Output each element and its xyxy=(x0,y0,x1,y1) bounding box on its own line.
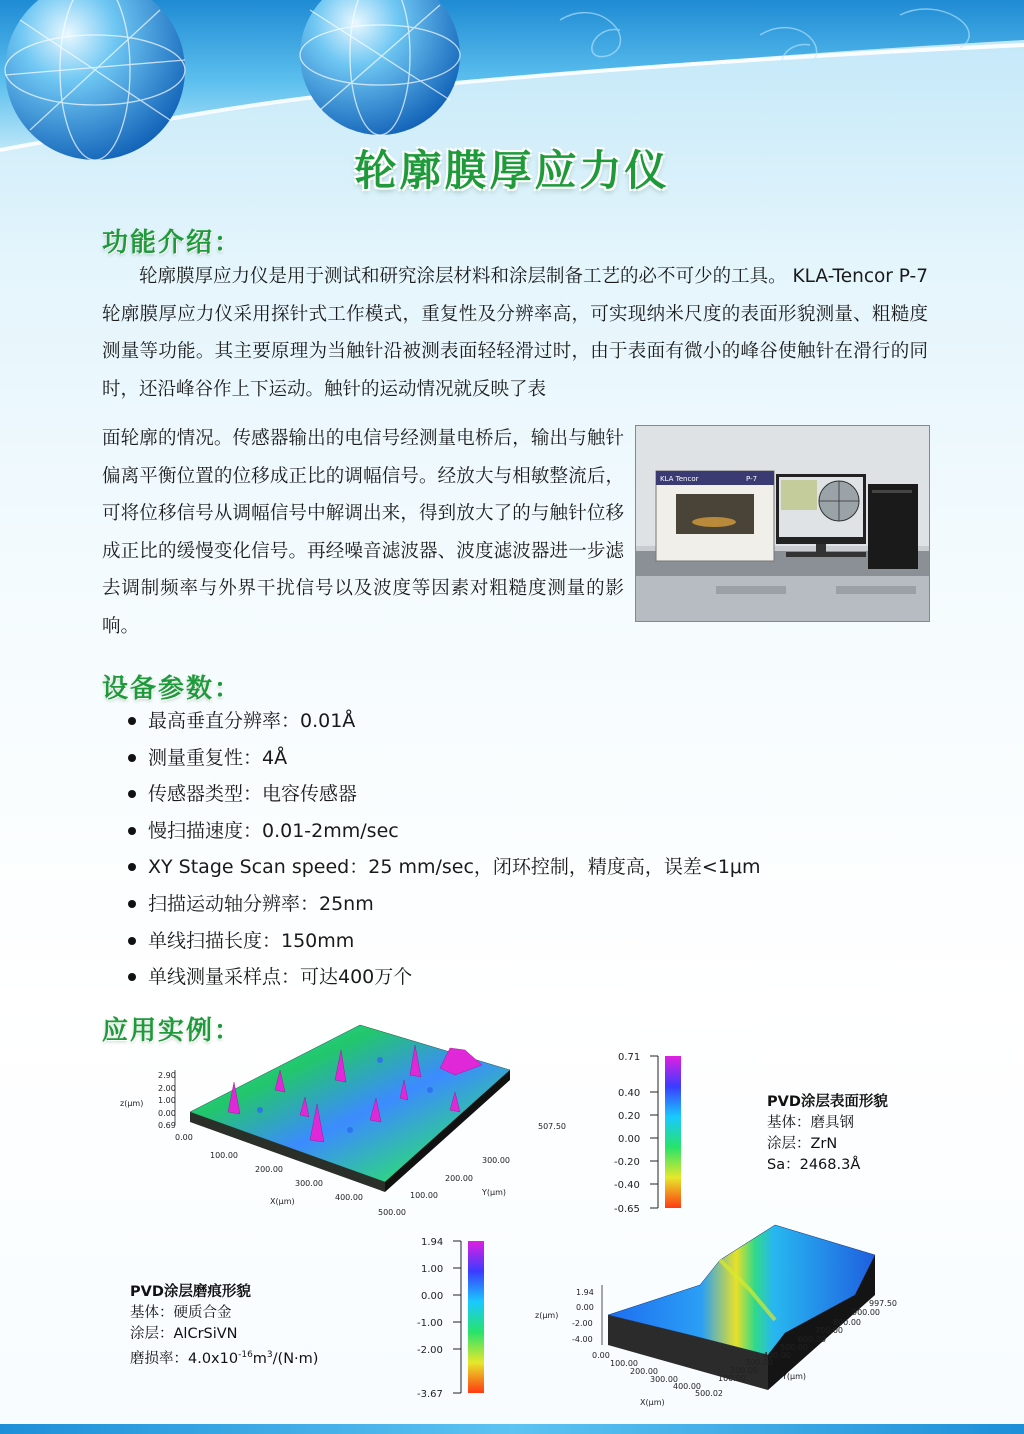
x-tick: 200.00 xyxy=(255,1165,283,1174)
section-heading-examples: 应用实例： xyxy=(102,1016,243,1046)
x-tick: 300.00 xyxy=(650,1375,678,1384)
colorbar-2 xyxy=(415,1233,495,1403)
caption-line: 涂层：ZrN xyxy=(767,1136,838,1152)
spec-item: 单线扫描长度：150mm xyxy=(125,923,761,960)
y-tick: 600.00 xyxy=(798,1335,826,1344)
y-tick: 997.50 xyxy=(869,1299,897,1308)
x-tick: 500.00 xyxy=(378,1208,406,1217)
header-banner xyxy=(0,0,1024,160)
colorbar-tick: 0.71 xyxy=(618,1052,641,1063)
wear-rate-unit-exponent: 3 xyxy=(266,1350,273,1360)
x-tick: 100.00 xyxy=(210,1151,238,1160)
z-tick: 2.00 xyxy=(158,1084,176,1093)
z-tick: 2.90 xyxy=(158,1071,176,1080)
y-axis-label: Y(μm) xyxy=(782,1372,807,1381)
caption-title: PVD涂层表面形貌 xyxy=(767,1094,888,1110)
x-tick: 400.00 xyxy=(673,1382,701,1391)
colorbar-tick: 0.00 xyxy=(618,1134,641,1145)
colorbar-tick: -2.00 xyxy=(417,1345,443,1356)
y-tick: 800.00 xyxy=(833,1318,861,1327)
y-tick: 900.00 xyxy=(852,1308,880,1317)
spec-item: 测量重复性：4Å xyxy=(125,740,761,777)
x-tick: 400.00 xyxy=(335,1193,363,1202)
colorbar-tick: -0.20 xyxy=(614,1157,640,1168)
model-label: P-7 xyxy=(746,475,758,483)
colorbar-tick: 1.00 xyxy=(421,1264,444,1275)
x-tick: 100.00 xyxy=(610,1359,638,1368)
section-heading-specs: 设备参数： xyxy=(102,674,243,704)
intro-paragraph-continued: 面轮廓的情况。传感器输出的电信号经测量电桥后，输出与触针偏离平衡位置的位移成正比的调幅信号。经放大与相敏整流后，可将位移信号从调幅信号中解调出来，得到放大了的与触针位移成正比的缓慢变化信号。再经噪音滤波器、波度滤波器进一步滤去调制频率与外界干扰信号以及波度等因素对粗糙度测量的影响。 xyxy=(102,428,624,637)
z-tick: 0.00 xyxy=(158,1109,176,1118)
x-tick: 500.02 xyxy=(695,1389,723,1398)
caption-line: 基体：硬质合金 xyxy=(130,1305,232,1321)
colorbar-tick: -1.00 xyxy=(417,1318,443,1329)
colorbar-tick: 1.94 xyxy=(421,1237,444,1248)
intro-paragraph: 轮廓膜厚应力仪是用于测试和研究涂层材料和涂层制备工艺的必不可少的工具。 KLA-Tencor P-7轮廓膜厚应力仪采用探针式工作模式，重复性及分辨率高，可实现纳米尺度的表面形貌测量、粗糙度测量等功能。其主要原理为当触针沿被测表面轻轻滑过时，由于表面有微小的峰谷使触针在滑行的同时，还沿峰谷作上下运动。触针的运动情况就反映了表 xyxy=(102,266,928,400)
colorbar-1 xyxy=(612,1048,692,1218)
y-axis-label: Y(μm) xyxy=(482,1188,507,1197)
globe-icon xyxy=(300,0,460,135)
y-tick: 100.00 xyxy=(718,1374,746,1383)
y-tick: 500.00 xyxy=(780,1343,808,1352)
colorbar-tick: 0.20 xyxy=(618,1111,641,1122)
z-axis-label: z(μm) xyxy=(535,1311,559,1320)
colorbar-tick: 0.40 xyxy=(618,1088,641,1099)
y-tick: 200.00 xyxy=(730,1366,758,1375)
y-tick: 507.50 xyxy=(538,1122,566,1131)
colorbar-tick: -0.40 xyxy=(614,1180,640,1191)
spec-item: 传感器类型：电容传感器 xyxy=(125,776,761,813)
caption-title: PVD涂层磨痕形貌 xyxy=(130,1284,251,1300)
z-tick: 0.69 xyxy=(158,1121,176,1130)
y-tick: 400.00 xyxy=(763,1351,791,1360)
x-axis-label: X(μm) xyxy=(640,1398,665,1407)
caption-1 xyxy=(767,1092,888,1176)
spec-item: 扫描运动轴分辨率：25nm xyxy=(125,886,761,923)
caption-line: Sa：2468.3Å xyxy=(767,1157,861,1173)
y-tick: 100.00 xyxy=(410,1191,438,1200)
z-axis-label: z(μm) xyxy=(120,1099,144,1108)
z-tick: 1.94 xyxy=(576,1288,594,1297)
x-tick: 0.00 xyxy=(175,1133,193,1142)
z-tick: 0.00 xyxy=(576,1303,594,1312)
footer-bar xyxy=(0,1424,1024,1434)
spec-list xyxy=(125,703,761,996)
y-tick: 200.00 xyxy=(445,1174,473,1183)
z-tick: -2.00 xyxy=(572,1319,593,1328)
y-tick: 700.00 xyxy=(815,1326,843,1335)
y-tick: 300.00 xyxy=(745,1358,773,1367)
colorbar-tick: 0.00 xyxy=(421,1291,444,1302)
surface-plot-2 xyxy=(530,1215,910,1415)
colorbar-tick: -3.67 xyxy=(417,1389,443,1400)
spec-item: XY Stage Scan speed：25 mm/sec，闭环控制，精度高，误差<1μm xyxy=(125,849,761,886)
y-tick: 300.00 xyxy=(482,1156,510,1165)
z-tick: 1.00 xyxy=(158,1096,176,1105)
caption-2 xyxy=(130,1282,318,1370)
x-tick: 0.00 xyxy=(592,1351,610,1360)
x-tick: 200.00 xyxy=(630,1367,658,1376)
caption-line: 涂层：AlCrSiVN xyxy=(130,1326,238,1342)
wear-rate-suffix: /(N·m) xyxy=(272,1350,319,1367)
spec-item: 最高垂直分辨率：0.01Å xyxy=(125,703,761,740)
colorbar-tick: -0.65 xyxy=(614,1204,640,1215)
section-heading-intro: 功能介绍： xyxy=(102,228,243,258)
z-tick: -4.00 xyxy=(572,1335,593,1344)
surface-plot-1 xyxy=(110,1020,590,1220)
caption-line: 基体：磨具钢 xyxy=(767,1115,854,1131)
wear-rate-unit: m xyxy=(252,1350,267,1367)
brand-label: KLA Tencor xyxy=(660,475,699,483)
x-tick: 300.00 xyxy=(295,1179,323,1188)
wear-rate-prefix: 磨损率：4.0x10 xyxy=(130,1350,239,1367)
caption-line-wear-rate xyxy=(130,1345,318,1370)
device-photo xyxy=(635,425,930,622)
page-title: 轮廓膜厚应力仪 xyxy=(354,146,670,195)
spec-item: 慢扫描速度：0.01-2mm/sec xyxy=(125,813,761,850)
x-axis-label: X(μm) xyxy=(270,1197,295,1206)
wear-rate-exponent: -16 xyxy=(238,1350,253,1360)
spec-item: 单线测量采样点：可达400万个 xyxy=(125,959,761,996)
